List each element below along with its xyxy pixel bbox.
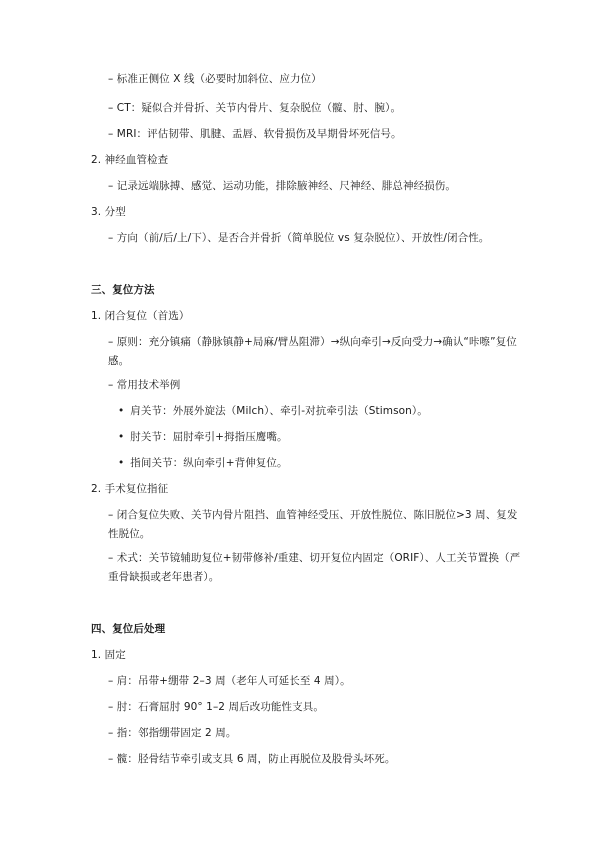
imaging-mri-item: – MRI：评估韧带、肌腱、盂唇、软骨损伤及早期骨坏死信号。 [108, 128, 402, 140]
chapter-heading-post-reduction: 四、复位后处理 [91, 623, 166, 635]
fixation-shoulder: – 肩：吊带+绷带 2–3 周（老年人可延长至 4 周）。 [108, 675, 351, 687]
neurovascular-item: – 记录远端脉搏、感觉、运动功能，排除腋神经、尺神经、腓总神经损伤。 [108, 180, 456, 192]
closed-reduction-principle: – 原则：充分镇痛（静脉镇静+局麻/臂丛阻滞）→纵向牵引→反向受力→确认“咔嚓”复位感。 [108, 336, 517, 367]
section-heading-fixation: 1. 固定 [91, 649, 126, 661]
technique-elbow-text: 肘关节：屈肘牵引+拇指压鹰嘴。 [130, 431, 288, 443]
surgical-procedures-item: – 术式：关节镜辅助复位+韧带修补/重建、切开复位内固定（ORIF）、人工关节置换（严重骨缺损或老年患者）。 [108, 552, 521, 583]
technique-shoulder [118, 404, 428, 418]
bullet-icon: • [118, 457, 125, 469]
bullet-icon: • [118, 431, 125, 443]
surgical-indications-item: – 闭合复位失败、关节内骨片阻挡、血管神经受压、开放性脱位、陈旧脱位>3 周、复发性脱位。 [108, 509, 518, 540]
fixation-elbow: – 肘：石膏屈肘 90° 1–2 周后改功能性支具。 [108, 701, 324, 713]
technique-shoulder-text: 肩关节：外展外旋法（Milch）、牵引-对抗牵引法（Stimson）。 [130, 405, 428, 417]
chapter-heading-reduction: 三、复位方法 [91, 284, 155, 296]
imaging-ct-item: – CT：疑似合并骨折、关节内骨片、复杂脱位（髋、肘、腕）。 [108, 102, 402, 114]
technique-finger-text: 指间关节：纵向牵引+背伸复位。 [130, 457, 288, 469]
section-heading-surgical-indications: 2. 手术复位指征 [91, 483, 169, 495]
section-heading-classification: 3. 分型 [91, 206, 126, 218]
bullet-icon: • [118, 405, 125, 417]
common-techniques-item: – 常用技术举例 [108, 379, 181, 391]
classification-item: – 方向（前/后/上/下）、是否合并骨折（简单脱位 vs 复杂脱位）、开放性/闭合性。 [108, 232, 490, 244]
fixation-hip: – 髋：胫骨结节牵引或支具 6 周，防止再脱位及股骨头坏死。 [108, 753, 396, 765]
section-heading-neurovascular: 2. 神经血管检查 [91, 154, 169, 166]
technique-finger [118, 456, 288, 470]
imaging-xray-item: – 标准正侧位 X 线（必要时加斜位、应力位） [108, 73, 322, 85]
fixation-finger: – 指：邻指绷带固定 2 周。 [108, 727, 237, 739]
technique-elbow [118, 430, 288, 444]
section-heading-closed-reduction: 1. 闭合复位（首选） [91, 310, 190, 322]
